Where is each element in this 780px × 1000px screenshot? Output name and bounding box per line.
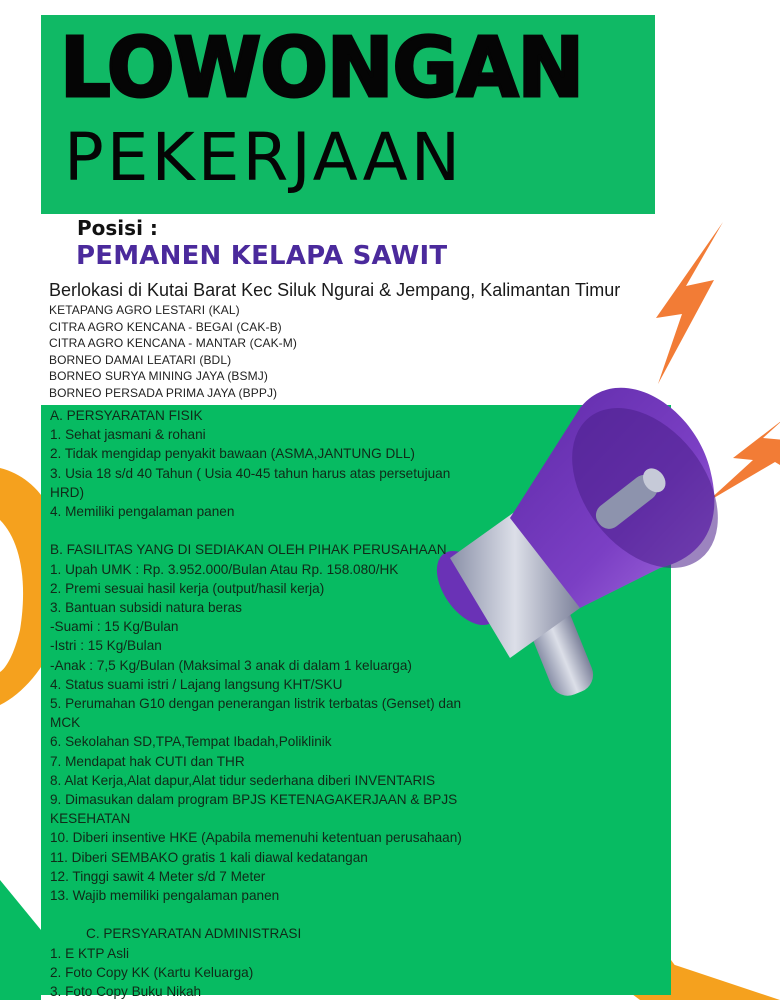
section-b-item: 6. Sekolahan SD,TPA,Tempat Ibadah,Poliklinik [50, 734, 332, 750]
section-b-item: 11. Diberi SEMBAKO gratis 1 kali diawal kedatangan [50, 849, 368, 865]
title-lowongan: LOWONGAN [60, 21, 584, 116]
company-list [49, 302, 297, 401]
section-b-item: MCK [50, 715, 81, 731]
company-item: BORNEO PERSADA PRIMA JAYA (BPPJ) [49, 385, 278, 400]
section-b-item: 8. Alat Kerja,Alat dapur,Alat tidur sederhana diberi INVENTARIS [50, 772, 436, 788]
lightning-bolt-icon [648, 218, 728, 388]
section-a-item: 1. Sehat jasmani & rohani [50, 427, 206, 443]
section-b-heading: B. FASILITAS YANG DI SEDIAKAN OLEH PIHAK PERUSAHAAN [50, 542, 447, 558]
requirements-content [50, 406, 520, 1000]
section-a-heading: A. PERSYARATAN FISIK [50, 408, 203, 423]
company-item: CITRA AGRO KENCANA - MANTAR (CAK-M) [49, 336, 297, 350]
section-b-item: 1. Upah UMK : Rp. 3.952.000/Bulan Atau Rp. 158.080/HK [50, 561, 399, 577]
section-b-item: 9. Dimasukan dalam program BPJS KETENAGAKERJAAN & BPJS [50, 792, 458, 808]
position-label: Posisi : [77, 216, 158, 240]
section-a-item: 4. Memiliki pengalaman panen [50, 504, 235, 520]
section-a-item: 2. Tidak mengidap penyakit bawaan (ASMA,JANTUNG DLL) [50, 446, 415, 462]
section-b-item: -Anak : 7,5 Kg/Bulan (Maksimal 3 anak di dalam 1 keluarga) [50, 657, 412, 673]
company-item: BORNEO DAMAI LEATARI (BDL) [49, 352, 232, 367]
section-c-item: 2. Foto Copy KK (Kartu Keluarga) [50, 964, 254, 980]
location-text: Berlokasi di Kutai Barat Kec Siluk Ngurai & Jempang, Kalimantan Timur [49, 280, 621, 300]
company-item: BORNEO SURYA MINING JAYA (BSMJ) [49, 369, 268, 383]
section-b-item: -Suami : 15 Kg/Bulan [50, 619, 179, 635]
section-c-item: 3. Foto Copy Buku Nikah [50, 984, 202, 1000]
company-item: KETAPANG AGRO LESTARI (KAL) [49, 303, 240, 317]
section-a-item: 3. Usia 18 s/d 40 Tahun ( Usia 40-45 tahun harus atas persetujuan [50, 465, 451, 481]
section-b-item: 3. Bantuan subsidi natura beras [50, 600, 242, 616]
section-b-item: 12. Tinggi sawit 4 Meter s/d 7 Meter [50, 868, 266, 884]
section-b-item: 2. Premi sesuai hasil kerja (output/hasil kerja) [50, 580, 325, 596]
section-b-item: 13. Wajib memiliki pengalaman panen [50, 888, 280, 904]
section-c-item: 1. E KTP Asli [50, 945, 130, 961]
section-a-item: HRD) [50, 484, 84, 500]
section-b-item: 10. Diberi insentive HKE (Apabila memenuhi ketentuan perusahaan) [50, 830, 462, 846]
section-b-item: 5. Perumahan G10 dengan penerangan listrik terbatas (Genset) dan [50, 696, 462, 712]
section-c-heading: C. PERSYARATAN ADMINISTRASI [86, 926, 302, 942]
section-b-item: KESEHATAN [50, 811, 131, 827]
company-item: CITRA AGRO KENCANA - BEGAI (CAK-B) [49, 319, 282, 334]
section-b-item: 7. Mendapat hak CUTI dan THR [50, 753, 245, 769]
section-b-item: -Istri : 15 Kg/Bulan [50, 638, 162, 654]
title-pekerjaan: PEKERJAAN [64, 119, 464, 196]
section-b-item: 4. Status suami istri / Lajang langsung KHT/SKU [50, 676, 343, 692]
position-name: PEMANEN KELAPA SAWIT [76, 241, 448, 271]
